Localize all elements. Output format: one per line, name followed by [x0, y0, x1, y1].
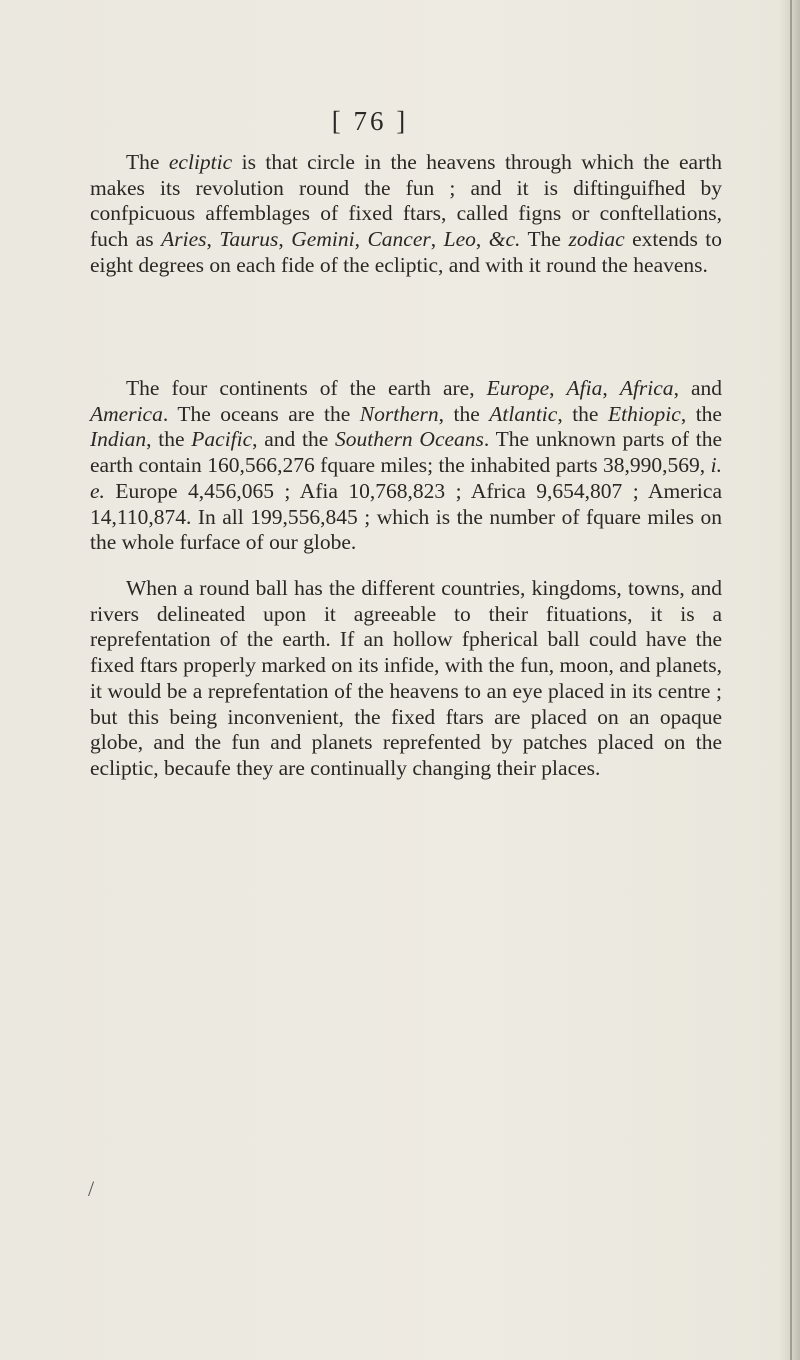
- italic-term: Europe: [486, 376, 550, 400]
- italic-term: Southern Oceans: [335, 427, 484, 452]
- paragraph-continents: [90, 376, 722, 556]
- text-run: ,: [278, 227, 292, 252]
- page-edge-line: [790, 0, 792, 1360]
- italic-term: zodiac: [568, 227, 625, 252]
- italic-term: Northern: [359, 401, 439, 426]
- italic-term: Cancer: [367, 227, 431, 252]
- italic-term: Ethiopic: [607, 401, 681, 426]
- text-run: Europe 4,456,065 ; Afia 10,768,823 ; Africa 9,654,807 ; America 14,110,874. In all 199,556,845 ; which is the number of fquare miles on the whole furface of our globe.: [90, 478, 722, 555]
- italic-term: ecliptic: [168, 150, 233, 174]
- text-run: , the: [438, 401, 490, 426]
- text-run: The: [520, 227, 569, 252]
- text-run: The four continents of the earth are,: [126, 376, 487, 400]
- text-run: , the: [680, 401, 722, 426]
- italic-term: &c.: [488, 227, 521, 252]
- italic-term: America: [90, 401, 163, 426]
- text-run: ,: [475, 227, 489, 252]
- text-run: , the: [557, 401, 608, 426]
- text-run: ,: [549, 376, 567, 400]
- text-run: The: [126, 150, 169, 174]
- italic-term: Afia: [566, 376, 603, 400]
- paragraph-globe: [90, 576, 722, 782]
- italic-term: i. e.: [90, 453, 722, 503]
- text-run: ,: [602, 376, 620, 400]
- text-run: ,: [206, 227, 220, 252]
- italic-term: Aries: [161, 227, 207, 252]
- page-number: [ 76 ]: [331, 106, 409, 136]
- stray-mark: /: [88, 1176, 95, 1201]
- italic-term: Leo: [443, 227, 476, 252]
- italic-term: Gemini: [291, 227, 355, 252]
- page-edge-shadow: [778, 0, 800, 1360]
- paragraph-ecliptic: [90, 150, 722, 279]
- text-run: extends to eight degrees on each fide of the ecliptic, and with it round the heavens.: [90, 227, 723, 277]
- italic-term: Pacific: [191, 427, 253, 452]
- italic-term: Atlantic: [489, 401, 558, 426]
- italic-term: Africa: [619, 376, 674, 400]
- italic-term: Indian: [90, 427, 147, 452]
- italic-term: Taurus: [219, 227, 279, 252]
- text-run: , and: [673, 376, 723, 400]
- text-run: , and the: [252, 427, 336, 452]
- text-run: When a round ball has the different countries, kingdoms, towns, and rivers delineated upon it agreeable to their fituations, it is a reprefentation of the earth. If an hollow fpherical ball could have the fixed ftars properly marked on its infide, with the fun, moon, and planets, it would be a reprefentation of the heavens to an eye placed in its centre ; but this being inconvenient, the fixed ftars are placed on an opaque globe, and the fun and planets reprefented by patches placed on the ecliptic, becaufe they are continually changing their places.: [90, 576, 722, 780]
- text-run: . The oceans are the: [162, 401, 360, 426]
- text-run: ,: [354, 227, 368, 252]
- text-run: ,: [430, 227, 444, 252]
- text-run: is that circle in the heavens through which the earth makes its revolution round the fun ; and it is diftinguifhed by confpicuous affemblages of fixed ftars, called figns or conftellations, fuch as: [90, 150, 722, 252]
- text-run: , the: [146, 427, 192, 452]
- text-run: . The unknown parts of the earth contain 160,566,276 fquare miles; the inhabited parts 38,990,569,: [90, 427, 722, 478]
